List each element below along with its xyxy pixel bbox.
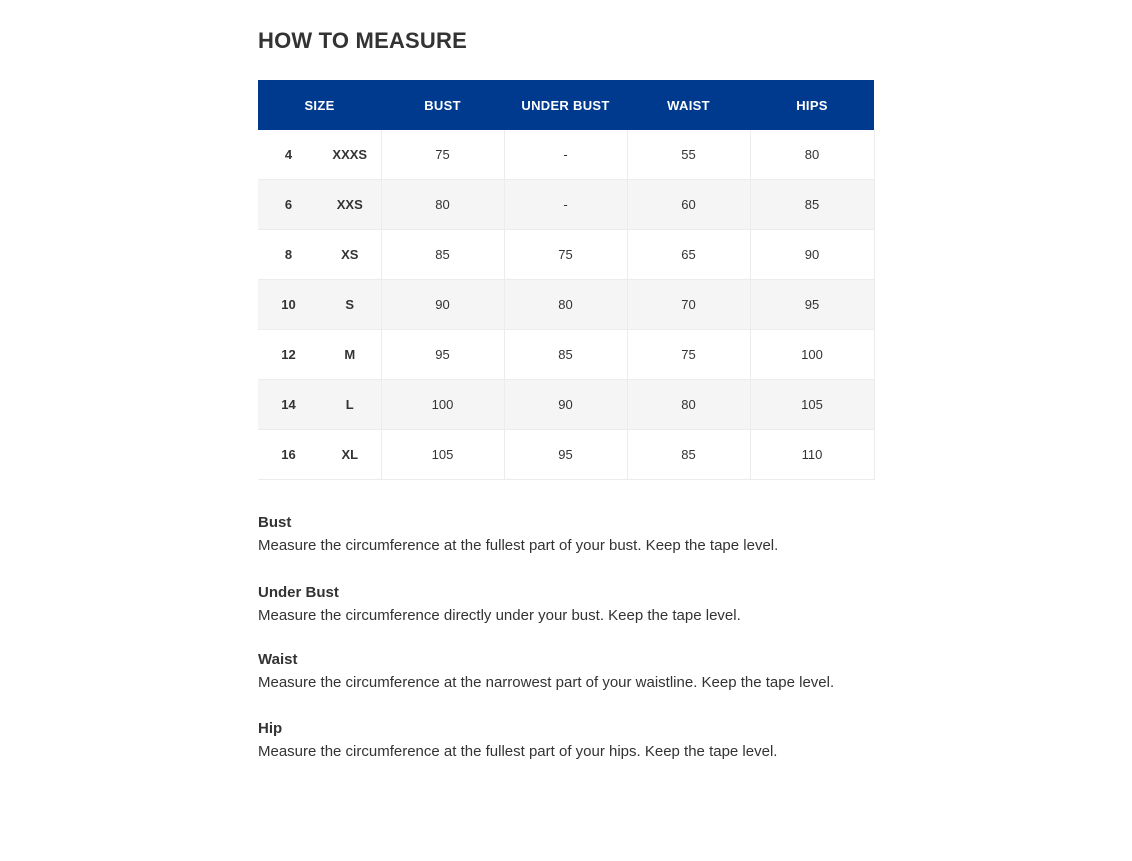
bust-cell: 85 [381,230,504,280]
under-bust-cell: 95 [504,430,627,480]
bust-cell: 95 [381,330,504,380]
waist-cell: 70 [627,280,750,330]
table-row [258,280,874,330]
waist-cell: 60 [627,180,750,230]
note-text: Measure the circumference at the narrowest part of your waistline. Keep the tape level. [258,674,835,691]
note-waist [258,649,834,695]
waist-cell: 85 [627,430,750,480]
note-title: Waist [258,651,298,668]
waist-cell: 75 [627,330,750,380]
table-row [258,130,874,180]
note-bust [258,512,778,558]
table-row [258,230,874,280]
under-bust-cell: 75 [504,230,627,280]
hips-cell: 80 [750,130,874,180]
under-bust-cell: 80 [504,280,627,330]
header-hips: HIPS [750,80,874,130]
size-number-cell: 10 [258,280,319,330]
hips-cell: 95 [750,280,874,330]
bust-cell: 105 [381,430,504,480]
size-letter-cell: S [319,280,381,330]
hips-cell: 85 [750,180,874,230]
hips-cell: 105 [750,380,874,430]
size-chart-table [258,80,875,480]
note-hip [258,718,777,764]
waist-cell: 55 [627,130,750,180]
size-letter-cell: XL [319,430,381,480]
note-text: Measure the circumference at the fullest part of your bust. Keep the tape level. [258,537,779,554]
table-row [258,330,874,380]
note-text: Measure the circumference at the fullest part of your hips. Keep the tape level. [258,743,778,760]
hips-cell: 110 [750,430,874,480]
page-title: HOW TO MEASURE [258,28,467,53]
table-row [258,430,874,480]
size-number-cell: 4 [258,130,319,180]
size-letter-cell: XXXS [319,130,381,180]
size-number-cell: 6 [258,180,319,230]
size-number-cell: 14 [258,380,319,430]
under-bust-cell: 85 [504,330,627,380]
size-number-cell: 8 [258,230,319,280]
waist-cell: 80 [627,380,750,430]
header-under-bust: UNDER BUST [504,80,627,130]
note-title: Hip [258,720,283,737]
note-text: Measure the circumference directly under your bust. Keep the tape level. [258,607,741,624]
under-bust-cell: 90 [504,380,627,430]
size-letter-cell: M [319,330,381,380]
waist-cell: 65 [627,230,750,280]
bust-cell: 100 [381,380,504,430]
note-title: Bust [258,514,292,531]
size-letter-cell: L [319,380,381,430]
note-title: Under Bust [258,584,339,601]
header-bust: BUST [381,80,504,130]
note-under-bust [258,582,741,628]
table-row [258,180,874,230]
header-waist: WAIST [627,80,750,130]
bust-cell: 75 [381,130,504,180]
size-letter-cell: XS [319,230,381,280]
table-header-row [258,80,874,130]
under-bust-cell: - [504,180,627,230]
under-bust-cell: - [504,130,627,180]
header-size: SIZE [258,80,381,130]
size-number-cell: 16 [258,430,319,480]
bust-cell: 80 [381,180,504,230]
table-row [258,380,874,430]
hips-cell: 100 [750,330,874,380]
hips-cell: 90 [750,230,874,280]
size-number-cell: 12 [258,330,319,380]
bust-cell: 90 [381,280,504,330]
size-letter-cell: XXS [319,180,381,230]
